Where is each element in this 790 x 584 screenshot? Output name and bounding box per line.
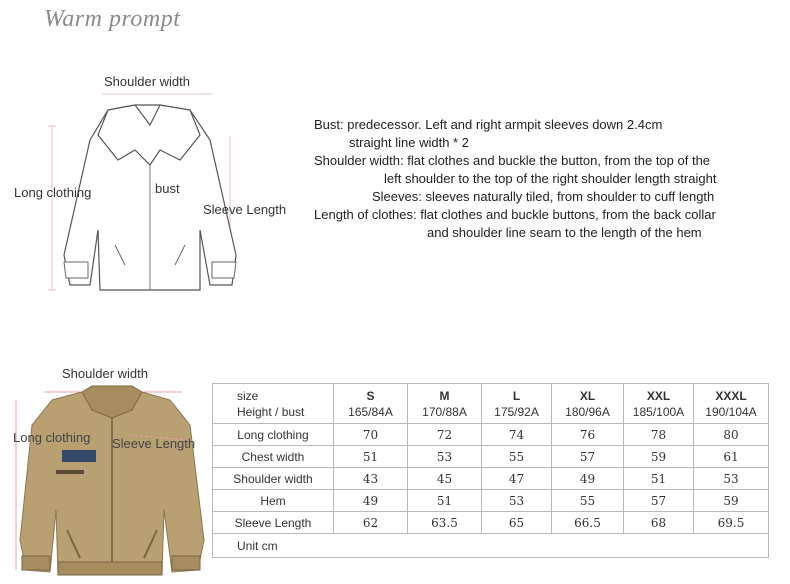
description-line-3: Shoulder width: flat clothes and buckle the button, from the top of the <box>314 153 711 168</box>
table-cell: 59 <box>694 490 769 512</box>
description-line-4: left shoulder to the top of the right shoulder length straight <box>384 171 717 186</box>
header-size-s: S 165/84A <box>334 384 408 424</box>
table-cell: 55 <box>482 446 552 468</box>
corner-height-bust-label: Height / bust <box>237 404 305 419</box>
table-cell: 80 <box>694 424 769 446</box>
description-line-6: Length of clothes: flat clothes and buckle buttons, from the back collar <box>314 207 716 222</box>
table-corner-cell <box>213 384 334 424</box>
description-line-1: Bust: predecessor. Left and right armpit sleeves down 2.4cm <box>314 117 663 132</box>
jacket-photo <box>12 380 212 580</box>
table-cell: 47 <box>482 468 552 490</box>
photo-long-clothing-label: Long clothing <box>13 430 91 445</box>
size-table <box>212 383 769 558</box>
table-row <box>213 468 769 490</box>
table-cell: 78 <box>624 424 694 446</box>
table-cell: 62 <box>334 512 408 534</box>
photo-shoulder-width-label: Shoulder width <box>62 366 148 381</box>
table-cell: 72 <box>408 424 482 446</box>
table-cell: 43 <box>334 468 408 490</box>
description-line-7: and shoulder line seam to the length of the hem <box>427 225 702 240</box>
table-cell: 51 <box>624 468 694 490</box>
table-cell: 51 <box>334 446 408 468</box>
table-cell: 63.5 <box>408 512 482 534</box>
table-cell: 51 <box>408 490 482 512</box>
row-label-sleeve-length: Sleeve Length <box>213 512 334 534</box>
table-cell: 53 <box>482 490 552 512</box>
table-cell: 76 <box>552 424 624 446</box>
table-cell: 70 <box>334 424 408 446</box>
row-label-chest-width: Chest width <box>213 446 334 468</box>
table-cell: 65 <box>482 512 552 534</box>
table-cell: 49 <box>552 468 624 490</box>
page-title: Warm prompt <box>44 6 181 32</box>
table-cell: 68 <box>624 512 694 534</box>
table-unit-row <box>213 534 769 558</box>
table-cell: 59 <box>624 446 694 468</box>
table-row <box>213 512 769 534</box>
table-row <box>213 490 769 512</box>
header-size-xxxl: XXXL 190/104A <box>694 384 769 424</box>
header-size-l: L 175/92A <box>482 384 552 424</box>
description-line-2: straight line width * 2 <box>349 135 469 150</box>
table-cell: 74 <box>482 424 552 446</box>
table-cell: 55 <box>552 490 624 512</box>
table-cell: 57 <box>624 490 694 512</box>
corner-size-label: size <box>237 388 259 403</box>
header-size-m: M 170/88A <box>408 384 482 424</box>
table-cell: 53 <box>694 468 769 490</box>
table-row <box>213 446 769 468</box>
table-cell: 61 <box>694 446 769 468</box>
table-header-row <box>213 384 769 424</box>
diagram-shoulder-width-label: Shoulder width <box>104 74 190 89</box>
table-cell: 57 <box>552 446 624 468</box>
photo-sleeve-length-label: Sleeve Length <box>112 436 196 451</box>
table-cell: 49 <box>334 490 408 512</box>
header-size-xl: XL 180/96A <box>552 384 624 424</box>
diagram-long-clothing-label: Long clothing <box>14 185 92 200</box>
table-cell: 69.5 <box>694 512 769 534</box>
table-cell: 53 <box>408 446 482 468</box>
header-size-xxl: XXL 185/100A <box>624 384 694 424</box>
table-cell: 66.5 <box>552 512 624 534</box>
diagram-sleeve-length-label: Sleeve Length <box>203 202 287 217</box>
unit-label: Unit cm <box>213 534 769 558</box>
row-label-hem: Hem <box>213 490 334 512</box>
table-row <box>213 424 769 446</box>
table-cell: 45 <box>408 468 482 490</box>
description-line-5: Sleeves: sleeves naturally tiled, from shoulder to cuff length <box>372 189 715 204</box>
row-label-shoulder-width: Shoulder width <box>213 468 334 490</box>
row-label-long-clothing: Long clothing <box>213 424 334 446</box>
diagram-bust-label: bust <box>155 181 180 196</box>
